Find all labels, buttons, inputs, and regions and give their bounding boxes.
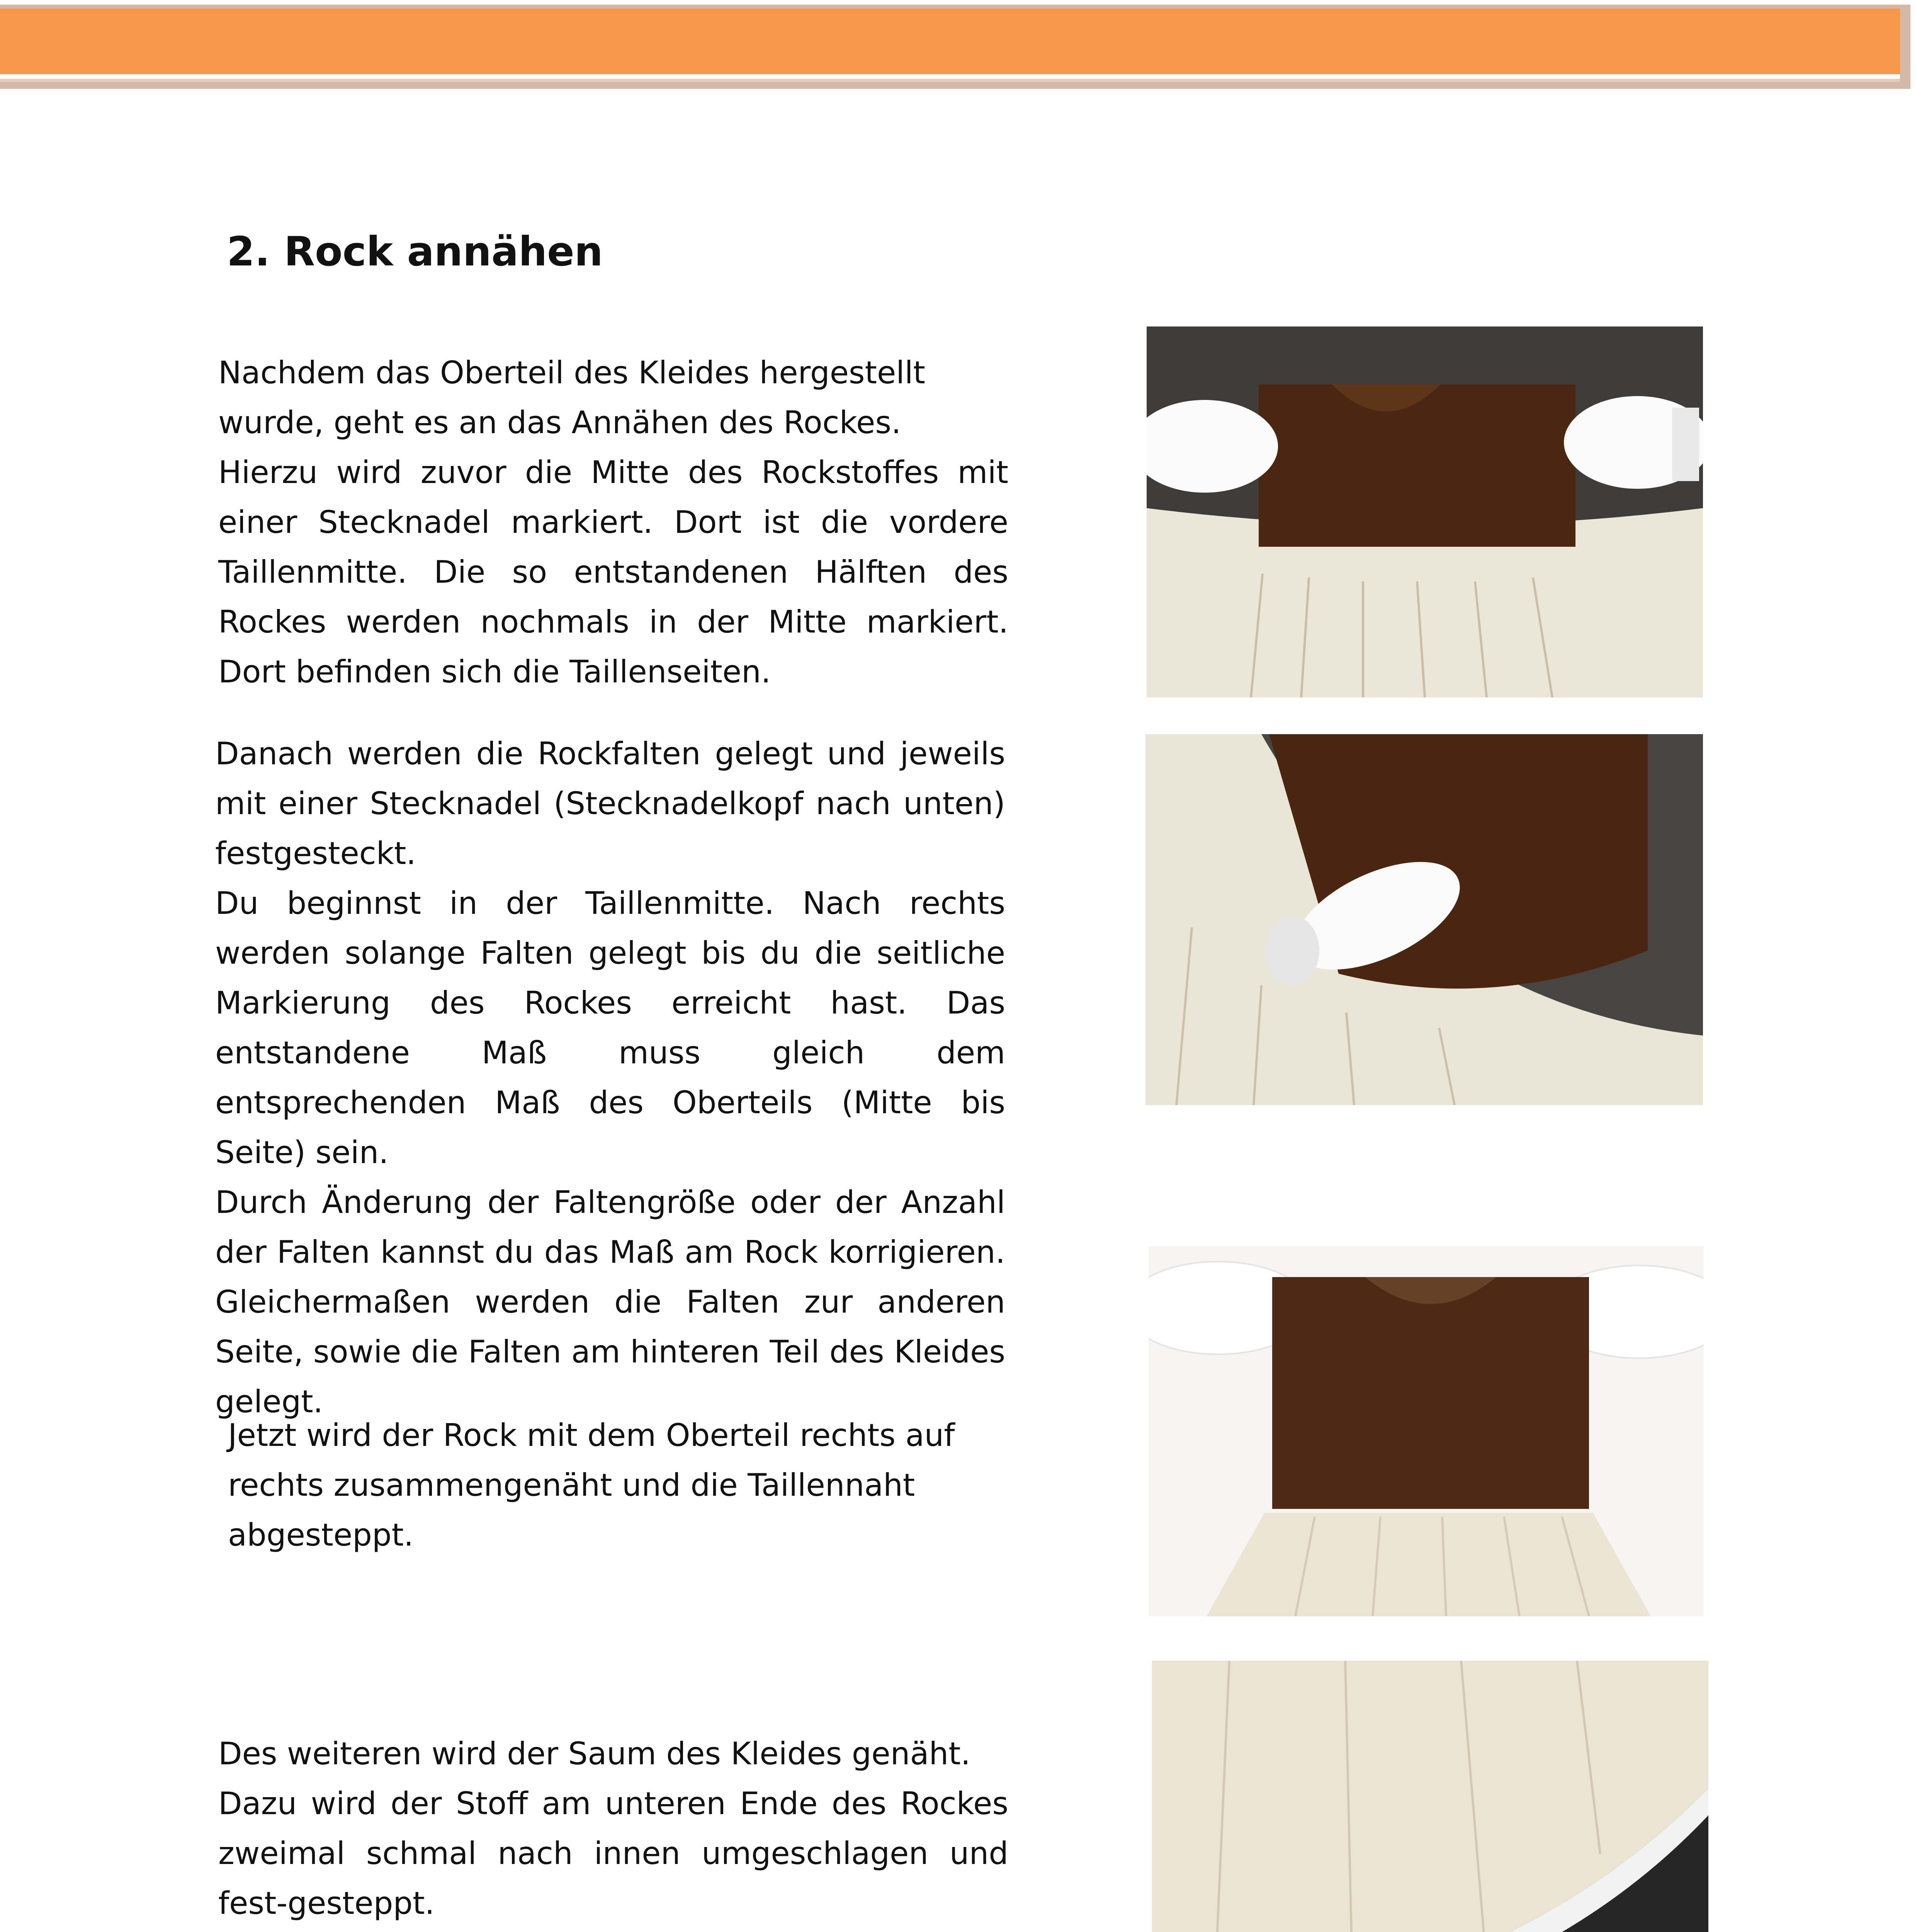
text-line: Jetzt wird der Rock mit dem Oberteil rechts auf rechts zusammengenäht und die Taillennaht abgesteppt.	[228, 1417, 955, 1553]
text-line: Hierzu wird zuvor die Mitte des Rockstoffes mit einer Stecknadel markiert. Dort ist die vordere Taillenmitte. Die so entstandenen Hälften des Rockes werden nochmals in der Mitte markiert. Dort befinden sich die Taillenseiten.	[218, 454, 1008, 690]
text-line: Du beginnst in der Taillenmitte. Nach rechts werden solange Falten gelegt bis du die seitliche Markierung des Rockes erreicht hast. Das entstandene Maß muss gleich dem entsprechenden Maß des Oberteils (Mitte bis Seite) sein.	[215, 885, 1005, 1170]
photo-bodice-pinned	[1147, 327, 1703, 697]
paragraph-intro	[218, 348, 1008, 697]
text-line: Nachdem das Oberteil des Kleides hergestellt wurde, geht es an das Annähen des Rockes.	[218, 355, 925, 440]
header-bar	[0, 9, 1900, 79]
text-line: Dazu wird der Stoff am unteren Ende des Rockes zweimal schmal nach innen umgeschlagen und fest-gesteppt.	[218, 1786, 1008, 1921]
text-line	[218, 1928, 1008, 1932]
paragraph-sew-together	[228, 1410, 1012, 1560]
text-line: Des weiteren wird der Saum des Kleides genäht.	[218, 1736, 970, 1772]
text-line: Danach werden die Rockfalten gelegt und jeweils mit einer Stecknadel (Stecknadelkopf nach unten) festgesteckt.	[215, 736, 1005, 871]
photo-skirt-attached	[1149, 1246, 1704, 1616]
photo-hem-lace	[1152, 1661, 1708, 1932]
text-line: Durch Änderung der Faltengröße oder der Anzahl der Falten kannst du das Maß am Rock korrigieren. Gleichermaßen werden die Falten zur anderen Seite, sowie die Falten am hinteren Teil des Kleides gelegt.	[215, 1184, 1005, 1420]
section-heading: 2. Rock annähen	[227, 228, 603, 275]
paragraph-hem	[218, 1729, 1008, 1932]
photo-pleats-pinned	[1145, 734, 1703, 1105]
paragraph-pleats	[215, 729, 1005, 1427]
